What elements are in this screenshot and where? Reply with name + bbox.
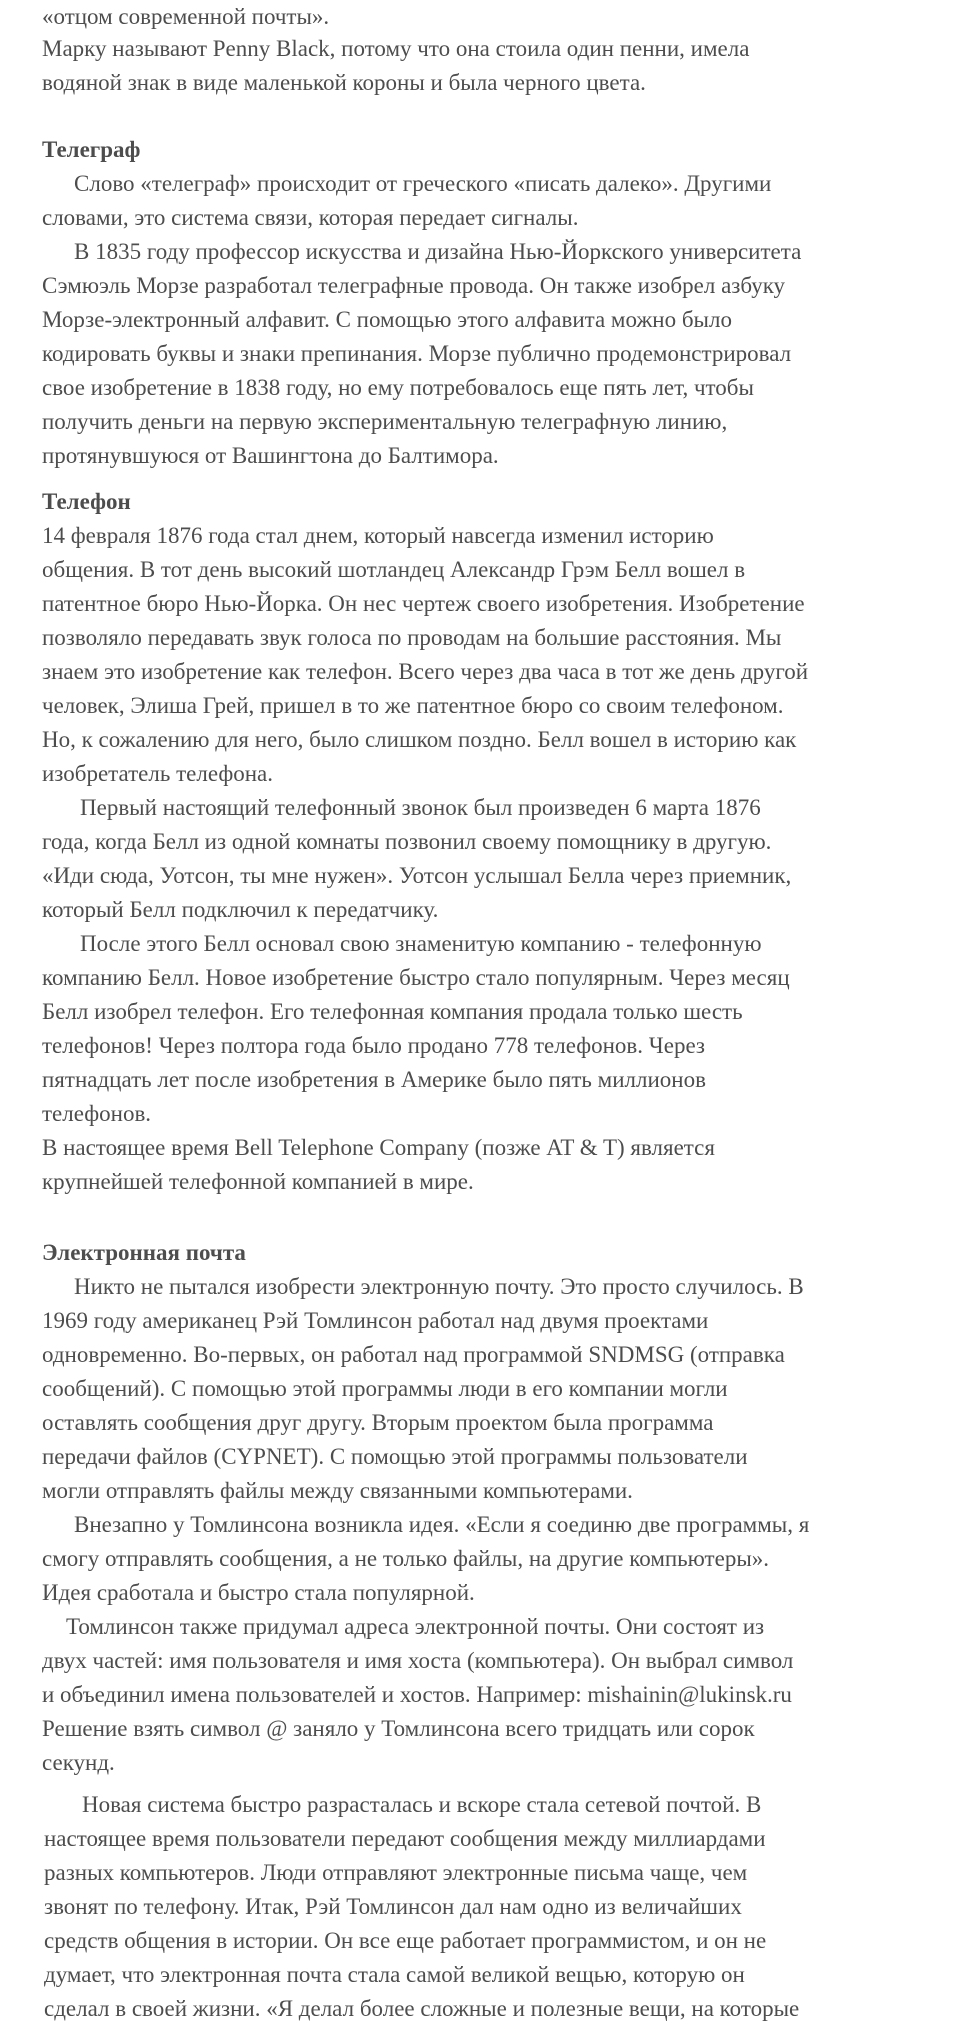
text-line: и объединил имена пользователей и хостов. Например: mishainin@lukinsk.ru bbox=[42, 1682, 792, 1707]
text-line: компанию Белл. Новое изобретение быстро стало популярным. Через месяц bbox=[42, 965, 790, 990]
text-line: кодировать буквы и знаки препинания. Морзе публично продемонстрировал bbox=[42, 341, 792, 366]
text-line: Морзе-электронный алфавит. С помощью этого алфавита можно было bbox=[42, 307, 732, 332]
text-line: 14 февраля 1876 года стал днем, который навсегда изменил историю bbox=[42, 523, 714, 548]
text-line: Сэмюэль Морзе разработал телеграфные провода. Он также изобрел азбуку bbox=[42, 273, 786, 298]
text-line: патентное бюро Нью-Йорка. Он нес чертеж своего изобретения. Изобретение bbox=[42, 591, 805, 616]
section-heading: Электронная почта bbox=[42, 1240, 246, 1265]
text-line: Внезапно у Томлинсона возникла идея. «Если я соединю две программы, я bbox=[74, 1512, 810, 1537]
text-line: думает, что электронная почта стала самой великой вещью, которую он bbox=[44, 1962, 745, 1987]
section-heading: Телеграф bbox=[42, 137, 141, 162]
text-line: «Иди сюда, Уотсон, ты мне нужен». Уотсон услышал Белла через приемник, bbox=[42, 863, 792, 888]
text-line: телефонов. bbox=[42, 1101, 152, 1126]
text-line: секунд. bbox=[42, 1750, 115, 1775]
text-line: Решение взять символ @ заняло у Томлинсона всего тридцать или сорок bbox=[42, 1716, 755, 1741]
text-line: человек, Элиша Грей, пришел в то же патентное бюро со своим телефоном. bbox=[42, 693, 784, 718]
text-line: который Белл подключил к передатчику. bbox=[42, 897, 439, 922]
text-line: 1969 году американец Рэй Томлинсон работал над двумя проектами bbox=[42, 1308, 709, 1333]
text-line: Никто не пытался изобрести электронную почту. Это просто случилось. В bbox=[74, 1274, 804, 1299]
text-line: После этого Белл основал свою знаменитую компанию - телефонную bbox=[80, 931, 762, 956]
text-line: общения. В тот день высокий шотландец Александр Грэм Белл вошел в bbox=[42, 557, 746, 582]
text-line: свое изобретение в 1838 году, но ему потребовалось еще пять лет, чтобы bbox=[42, 375, 754, 400]
text-line: сделал в своей жизни. «Я делал более сложные и полезные вещи, на которые bbox=[44, 1996, 800, 2021]
text-line: года, когда Белл из одной комнаты позвонил своему помощнику в другую. bbox=[42, 829, 772, 854]
text-line: словами, это система связи, которая передает сигналы. bbox=[42, 205, 579, 230]
text-line: Марку называют Penny Black, потому что она стоила один пенни, имела bbox=[42, 36, 750, 61]
text-line: средств общения в истории. Он все еще работает программистом, и он не bbox=[44, 1928, 767, 1953]
text-line: сообщений). С помощью этой программы люди в его компании могли bbox=[42, 1376, 728, 1401]
text-line: Идея сработала и быстро стала популярной. bbox=[42, 1580, 475, 1605]
text-line: получить деньги на первую экспериментальную телеграфную линию, bbox=[42, 409, 728, 434]
text-line: крупнейшей телефонной компанией в мире. bbox=[42, 1169, 474, 1194]
section-heading: Телефон bbox=[42, 489, 131, 514]
text-line: знаем это изобретение как телефон. Всего через два часа в тот же день другой bbox=[42, 659, 809, 684]
text-line: звонят по телефону. Итак, Рэй Томлинсон дал нам одно из величайших bbox=[44, 1894, 742, 1919]
text-line: водяной знак в виде маленькой короны и была черного цвета. bbox=[42, 70, 646, 95]
text-line: смогу отправлять сообщения, а не только файлы, на другие компьютеры». bbox=[42, 1546, 770, 1571]
text-line: Первый настоящий телефонный звонок был произведен 6 марта 1876 bbox=[80, 795, 761, 820]
text-line: телефонов! Через полтора года было продано 778 телефонов. Через bbox=[42, 1033, 706, 1058]
text-line: позволяло передавать звук голоса по проводам на большие расстояния. Мы bbox=[42, 625, 782, 650]
text-line: «отцом современной почты». bbox=[42, 4, 330, 29]
text-line: оставлять сообщения друг другу. Вторым проектом была программа bbox=[42, 1410, 714, 1435]
text-line: Новая система быстро разрасталась и вскоре стала сетевой почтой. В bbox=[82, 1792, 762, 1817]
text-line: двух частей: имя пользователя и имя хоста (компьютера). Он выбрал символ bbox=[42, 1648, 794, 1673]
text-line: В 1835 году профессор искусства и дизайна Нью-Йоркского университета bbox=[74, 239, 802, 264]
text-line: изобретатель телефона. bbox=[42, 761, 273, 786]
text-line: могли отправлять файлы между связанными компьютерами. bbox=[42, 1478, 633, 1503]
text-line: разных компьютеров. Люди отправляют электронные письма чаще, чем bbox=[44, 1860, 748, 1885]
text-line: настоящее время пользователи передают сообщения между миллиардами bbox=[44, 1826, 766, 1851]
text-line: В настоящее время Bell Telephone Company (позже AT & T) является bbox=[42, 1135, 715, 1160]
text-line: Но, к сожалению для него, было слишком поздно. Белл вошел в историю как bbox=[42, 727, 797, 752]
text-line: пятнадцать лет после изобретения в Америке было пять миллионов bbox=[42, 1067, 706, 1092]
text-line: Томлинсон также придумал адреса электронной почты. Они состоят из bbox=[66, 1614, 765, 1639]
text-line: передачи файлов (CYPNET). С помощью этой программы пользователи bbox=[42, 1444, 748, 1469]
text-line: Белл изобрел телефон. Его телефонная компания продала только шесть bbox=[42, 999, 743, 1024]
text-line: одновременно. Во-первых, он работал над программой SNDMSG (отправка bbox=[42, 1342, 785, 1367]
text-line: протянувшуюся от Вашингтона до Балтимора. bbox=[42, 443, 499, 468]
text-line: Слово «телеграф» происходит от греческого «писать далеко». Другими bbox=[74, 171, 772, 196]
